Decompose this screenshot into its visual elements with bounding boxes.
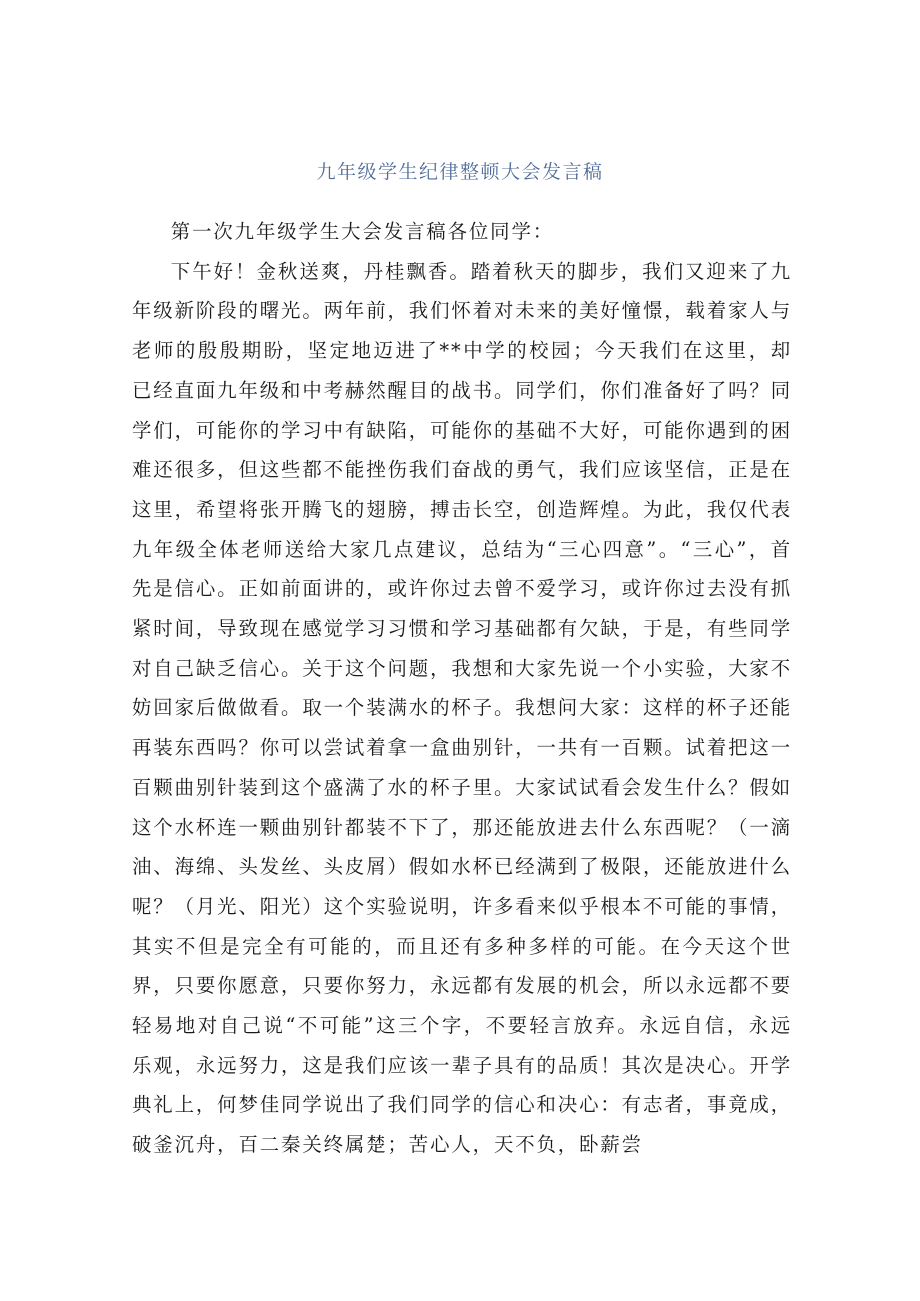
paragraph-greeting: 第一次九年级学生大会发言稿各位同学： [170, 220, 555, 243]
document-title: 九年级学生纪律整顿大会发言稿 [316, 161, 604, 183]
paragraph-speech: 下午好！金秋送爽，丹桂飘香。踏着秋天的脚步，我们又迎来了九年级新阶段的曙光。两年前，我们怀着对未来的美好憧憬，载着家人与老师的殷殷期盼，坚定地迈进了**中学的校园；今天我们在这里，却已经直面九年级和中考赫然醒目的战书。同学们，你们准备好了吗？同学们，可能你的学习中有缺陷，可能你的基础不大好，可能你遇到的困难还很多，但这些都不能挫伤我们奋战的勇气，我们应该坚信，正是在这里，希望将张开腾飞的翅膀，搏击长空，创造辉煌。为此，我仅代表九年级全体老师送给大家几点建议，总结为“三心四意”。“三心”，首先是信心。正如前面讲的，或许你过去曾不爱学习，或许你过去没有抓紧时间，导致现在感觉学习习惯和学习基础都有欠缺，于是，有些同学对自己缺乏信心。关于这个问题，我想和大家先说一个小实验，大家不妨回家后做做看。取一个装满水的杯子。我想问大家：这样的杯子还能再装东西吗？你可以尝试着拿一盒曲别针，一共有一百颗。试着把这一百颗曲别针装到这个盛满了水的杯子里。大家试试看会发生什么？假如这个水杯连一颗曲别针都装不下了，那还能放进去什么东西呢？（一滴油、海绵、头发丝、头皮屑）假如水杯已经满到了极限，还能放进什么呢？（月光、阳光）这个实验说明，许多看来似乎根本不可能的事情，其实不但是完全有可能的，而且还有多种多样的可能。在今天这个世界，只要你愿意，只要你努力，永远都有发展的机会，所以永远都不要轻易地对自己说“不可能”这三个字，不要轻言放弃。永远自信，永远乐观，永远努力，这是我们应该一辈子具有的品质！其次是决心。开学典礼上，何梦佳同学说出了我们同学的信心和决心：有志者，事竟成，破釜沉舟，百二秦关终属楚；苦心人，天不负，卧薪尝 [132, 259, 793, 1157]
document-body [132, 212, 792, 1165]
